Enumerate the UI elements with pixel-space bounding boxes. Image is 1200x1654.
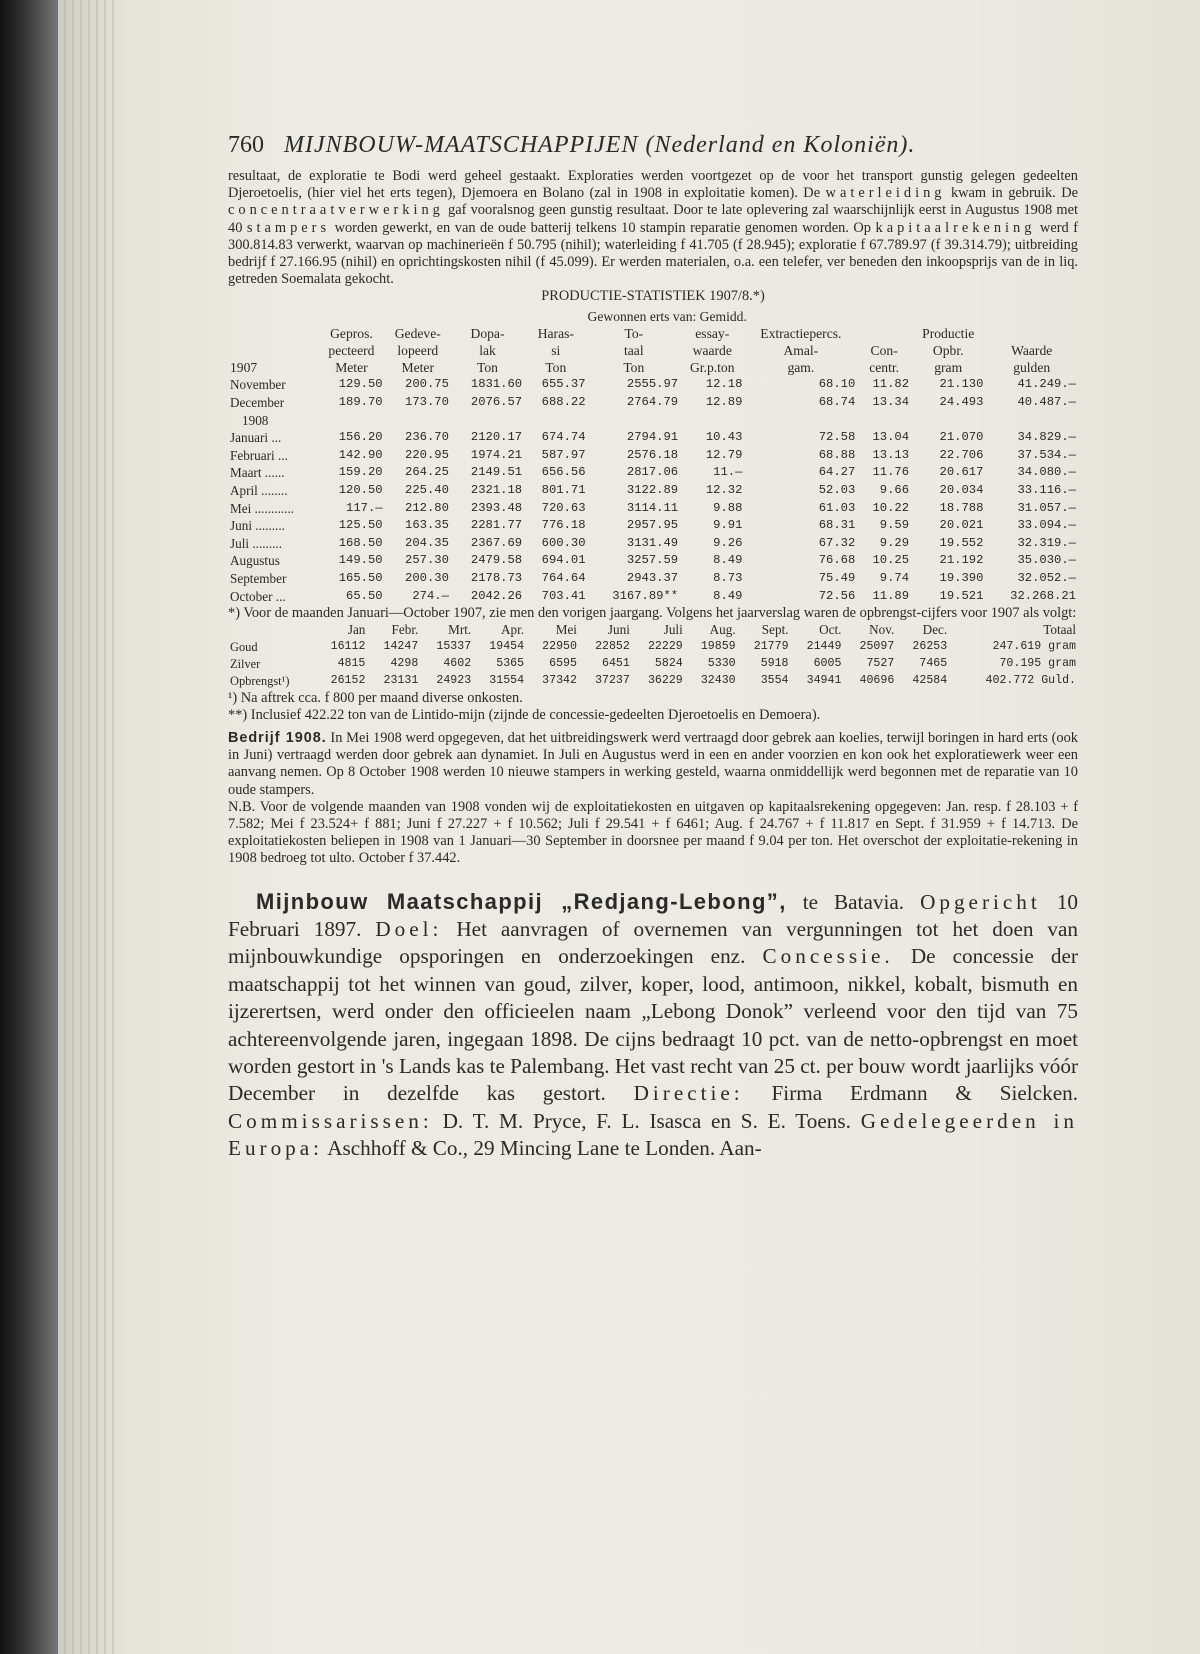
table-cell: 200.75 <box>405 377 449 392</box>
table-cell: 220.95 <box>405 447 449 462</box>
table-cell: 19.521 <box>939 588 984 603</box>
gold-body <box>228 639 1078 689</box>
table-cell: 2367.69 <box>470 535 523 550</box>
table-cell: 34941 <box>806 673 842 687</box>
gold-header-cell: Jan <box>347 622 366 638</box>
stats-header-cell: si <box>551 343 561 359</box>
keyword-waterleiding: waterleiding <box>825 185 946 202</box>
table-cell: 2281.77 <box>470 518 523 533</box>
table-cell: 694.01 <box>541 553 586 568</box>
keyword-stampers: stampers <box>246 219 331 236</box>
stats-header-cell: gram <box>934 360 963 376</box>
table-cell: 37342 <box>542 673 577 687</box>
table-cell: 200.30 <box>405 570 449 585</box>
table-cell: 7527 <box>866 656 895 670</box>
stats-header-cell: Ton <box>545 360 567 376</box>
intro-paragraph <box>228 168 1078 288</box>
table-cell: 2943.37 <box>626 570 679 585</box>
table-cell: 655.37 <box>541 377 586 392</box>
table-cell: 4815 <box>337 656 366 670</box>
intro-text-4: worden gewerkt, en van de oude batterij telkens 10 stampin reparatie genomen worden. Op <box>330 219 876 236</box>
table-cell: 720.63 <box>541 500 586 515</box>
book-binding-edge <box>0 0 58 1654</box>
table-cell: 1974.21 <box>470 447 523 462</box>
stats-header-cell: To- <box>624 325 644 341</box>
table-cell: 674.74 <box>541 430 586 445</box>
table-cell: 21.070 <box>939 430 984 445</box>
table-cell: 6005 <box>813 656 842 670</box>
row-label: Februari ... <box>230 447 288 463</box>
table-cell: 225.40 <box>405 483 449 497</box>
table-row <box>228 570 1078 588</box>
stats-header-cell: Opbr. <box>932 343 964 359</box>
table-cell: 2764.79 <box>626 395 679 410</box>
stats-header-cell: Con- <box>870 343 898 359</box>
table-row <box>228 673 1078 690</box>
company-entry <box>228 888 1078 1163</box>
table-cell: 25097 <box>859 640 895 654</box>
table-cell: 120.50 <box>338 483 383 497</box>
table-cell: 5330 <box>707 656 736 670</box>
table-cell: 19.390 <box>939 570 984 585</box>
keyword-concentraatverwerking: concentraatverwerking <box>228 202 444 219</box>
gold-header-cell: Totaal <box>1043 622 1076 638</box>
production-stats-table <box>228 308 1078 606</box>
table-cell: 2120.17 <box>470 430 523 445</box>
row-label: Juli ......... <box>230 535 283 551</box>
table-cell: 11.89 <box>872 588 910 603</box>
table-cell: 5365 <box>496 656 525 670</box>
table-cell: 142.90 <box>338 447 383 462</box>
intro-text-1: resultaat, de exploratie te Bodi werd geheel gestaakt. Exploraties werden voortgezet op de voor het transport gunstig gelegen gedeelten Djeroetoelis, (hier viel het erts tegen), Djemoera en Bolano (zal in 1908 in exploitatie komen). De <box>228 168 1078 202</box>
table-cell: 13.13 <box>872 447 910 462</box>
stats-header-cell <box>985 325 1078 342</box>
stats-header-cell: essay- <box>695 325 730 341</box>
row-label: Goud <box>230 640 258 655</box>
stats-header-cell: Ton <box>477 360 498 376</box>
table-cell: 15337 <box>436 640 472 654</box>
row-label: November <box>230 377 286 393</box>
stats-header-cell: Ton <box>623 360 645 376</box>
table-cell: 32.319.— <box>1017 535 1076 550</box>
table-cell: 2479.58 <box>470 553 523 568</box>
table-cell: 22950 <box>542 640 577 654</box>
table-cell: 688.22 <box>541 395 586 410</box>
table-cell: 165.50 <box>338 570 383 585</box>
table-cell: 21.192 <box>939 553 984 568</box>
gold-output-table <box>228 622 1078 689</box>
table-cell: 236.70 <box>405 430 449 445</box>
table-row <box>228 500 1078 518</box>
table-cell: 2576.18 <box>626 447 679 462</box>
row-label: Juni ......... <box>230 518 285 534</box>
bedrijf-label: Bedrijf 1908. <box>228 729 327 746</box>
row-label: Mei ............ <box>230 500 295 516</box>
table-cell: 9.88 <box>713 500 743 515</box>
table-cell: 32430 <box>700 673 736 687</box>
page-content <box>228 128 1078 1163</box>
table-cell: 776.18 <box>541 518 586 533</box>
table-cell: 3554 <box>760 673 789 687</box>
stats-header-cell <box>857 325 911 342</box>
table-cell: 4602 <box>443 656 472 670</box>
table-cell: 68.74 <box>818 395 856 410</box>
table-cell: 159.20 <box>338 465 383 480</box>
stats-header-cell: Amal- <box>783 343 819 359</box>
stats-group-header-row <box>228 308 1078 325</box>
stats-header-cell: Meter <box>335 360 368 376</box>
table-cell: 10.25 <box>872 553 910 568</box>
table-cell: 8.49 <box>713 553 743 568</box>
table-row <box>228 429 1078 447</box>
table-cell: 33.094.— <box>1017 518 1076 533</box>
table-cell: 600.30 <box>541 535 586 550</box>
stats-header-cell: lak <box>479 343 496 359</box>
table-cell: 33.116.— <box>1017 483 1076 497</box>
table-cell: 19.552 <box>939 535 984 550</box>
company-name: Mijnbouw Maatschappij „Redjang-Lebong”, <box>256 888 787 914</box>
table-cell: 1831.60 <box>470 377 523 392</box>
table-row <box>228 517 1078 535</box>
year-label-1908: 1908 <box>242 412 269 428</box>
table-cell: 24.493 <box>939 395 984 410</box>
table-cell: 24923 <box>436 673 472 687</box>
table-cell: 68.31 <box>818 518 856 533</box>
table-cell: 703.41 <box>541 588 586 603</box>
table-cell: 2321.18 <box>470 483 523 497</box>
row-label: September <box>230 570 287 586</box>
stats-header-cell: waarde <box>692 343 732 359</box>
table-cell: 75.49 <box>818 570 856 585</box>
stats-header-cell <box>228 342 318 359</box>
table-cell: 18.788 <box>939 500 984 515</box>
table-cell: 61.03 <box>818 500 856 515</box>
stats-header-cell <box>228 325 318 342</box>
gedelegeerden-text: Aschhoff & Co., 29 Mincing Lane te Londen. Aan- <box>323 1136 762 1161</box>
table-cell: 5824 <box>654 656 683 670</box>
table-cell: 12.18 <box>705 377 743 392</box>
table-cell: 2178.73 <box>470 570 523 585</box>
table-cell: 22.706 <box>939 447 984 462</box>
table-row <box>228 639 1078 656</box>
stats-header-cell: Haras- <box>537 325 574 341</box>
table-cell: 11.— <box>713 465 743 480</box>
table-cell: 2817.06 <box>626 465 679 480</box>
footnote-star-text: *) Voor de maanden Januari—October 1907, zie men den vorigen jaargang. Volgens het jaarverslag waren de opbrengst-cijfers voor 1907 als volgt: <box>228 605 1077 622</box>
table-cell: 35.030.— <box>1017 553 1076 568</box>
table-cell: 31554 <box>489 673 525 687</box>
table-cell: 37.534.— <box>1017 447 1076 462</box>
table-cell: 23131 <box>383 673 419 687</box>
table-cell: 65.50 <box>346 588 383 603</box>
row-label: Opbrengst¹) <box>230 673 290 688</box>
table-cell: 257.30 <box>405 553 449 568</box>
table-cell: 3167.89** <box>612 588 679 603</box>
table-cell: 11.82 <box>872 377 910 392</box>
row-label: Zilver <box>230 656 261 671</box>
table-cell: 247.619 gram <box>992 640 1076 654</box>
row-label: October ... <box>230 588 286 604</box>
table-cell: 204.35 <box>405 535 449 550</box>
table-cell: 5918 <box>760 656 789 670</box>
table-cell: 9.91 <box>713 518 743 533</box>
table-cell: 264.25 <box>405 465 449 480</box>
company-location: te Batavia. <box>786 889 905 914</box>
stats-group-header: Gewonnen erts van: Gemidd. <box>587 308 747 324</box>
stats-header-cell: lopeerd <box>397 343 439 359</box>
table-cell: 72.58 <box>818 430 856 445</box>
table-cell: 52.03 <box>818 483 856 497</box>
table-cell: 10.22 <box>872 500 910 515</box>
table-cell: 32.268.21 <box>1010 588 1076 603</box>
stats-header-row-1 <box>228 325 1078 342</box>
table-cell: 9.66 <box>879 483 910 497</box>
stats-header-cell: Gedeve- <box>394 325 441 341</box>
table-cell: 76.68 <box>818 553 856 568</box>
opgericht-text: 10 Februari 1897. <box>228 889 1078 941</box>
table-cell: 21.130 <box>939 377 984 392</box>
table-row <box>228 656 1078 673</box>
page-header <box>228 128 1078 168</box>
label-gedelegeerden: Gedelegeerden in Europa: <box>228 1108 1078 1161</box>
table-cell: 212.80 <box>405 500 449 515</box>
table-cell: 168.50 <box>338 535 383 550</box>
stats-header-cell: Productie <box>922 325 975 341</box>
table-row <box>228 535 1078 553</box>
table-cell: 67.32 <box>818 535 856 550</box>
stats-body-1907 <box>228 376 1078 411</box>
doel-text: Het aanvragen of overnemen van vergunningen tot het doen van mijnbouwkundige opsporingen en onderzoekingen enz. <box>228 916 1078 969</box>
table-cell: 13.34 <box>872 395 910 410</box>
stats-header-cell: Meter <box>401 360 434 376</box>
table-cell: 21449 <box>806 640 842 654</box>
table-cell: 8.73 <box>713 570 743 585</box>
running-title: MIJNBOUW-MAATSCHAPPIJEN (Nederland en Koloniën). <box>284 132 916 158</box>
table-cell: 19454 <box>489 640 525 654</box>
label-opgericht: Opgericht <box>920 889 1041 914</box>
table-cell: 189.70 <box>338 395 383 410</box>
table-cell: 19859 <box>700 640 736 654</box>
intro-text-2: kwam in gebruik. De <box>945 185 1078 202</box>
table-cell: 6451 <box>602 656 630 670</box>
keyword-kapitaalrekening: kapitaalrekening <box>875 219 1036 236</box>
label-directie: Directie: <box>633 1081 744 1106</box>
table-cell: 2149.51 <box>470 465 523 480</box>
bedrijf-paragraph <box>228 730 1078 868</box>
table-cell: 34.080.— <box>1017 465 1076 480</box>
table-cell: 2393.48 <box>470 500 523 515</box>
table-cell: 42584 <box>912 673 948 687</box>
table-cell: 40.487.— <box>1017 395 1076 410</box>
table-cell: 64.27 <box>818 465 856 480</box>
gold-header-cell: Nov. <box>869 622 895 638</box>
table-cell: 2042.26 <box>470 588 523 603</box>
table-cell: 16112 <box>330 640 366 654</box>
table-cell: 129.50 <box>338 377 383 392</box>
footnote-star <box>228 605 1078 622</box>
gold-header-cell: Mrt. <box>448 622 472 638</box>
table-cell: 173.70 <box>405 395 449 410</box>
commissarissen-text: D. T. M. Pryce, F. L. Isasca en S. E. Toens. <box>432 1108 861 1133</box>
bedrijf-text: In Mei 1908 werd opgegeven, dat het uitbreidingswerk werd vertraagd door gebrek aan koelies, terwijl boringen in hard erts (ook in Juni) vertraagd werden door gebrek aan dynamiet. In Juli en Augustus werd in een en ander voorzien en kon ook het exploratiewerk weer een aanvang nemen. Op 8 October 1908 werden 10 nieuwe stampers in werking gesteld, waarna onmiddellijk werd begonnen met de reparatie van 10 oude stampers. <box>228 729 1079 798</box>
table-cell: 764.64 <box>541 570 586 585</box>
table-cell: 2076.57 <box>470 395 523 410</box>
table-cell: 22229 <box>647 640 683 654</box>
table-cell: 12.79 <box>705 447 743 462</box>
row-label: April ........ <box>230 483 288 498</box>
row-label: Augustus <box>230 553 280 569</box>
table-cell: 68.88 <box>818 447 856 462</box>
table-cell: 68.10 <box>818 377 856 392</box>
stats-header-cell: Waarde <box>1011 343 1053 359</box>
table-cell: 21779 <box>753 640 789 654</box>
table-cell: 3114.11 <box>626 500 679 515</box>
row-label: December <box>230 395 285 411</box>
table-cell: 2555.97 <box>626 377 679 392</box>
stats-header-row-2 <box>228 342 1078 359</box>
footnote-2: **) Inclusief 422.22 ton van de Lintido-mijn (zijnde de concessie-gedeelten Djeroetoelis en Demoera). <box>228 706 821 723</box>
stats-header-cell: gulden <box>1013 360 1051 376</box>
table-cell: 26253 <box>912 640 948 654</box>
footnotes <box>228 690 1078 724</box>
gold-header-cell: Aug. <box>709 622 736 638</box>
table-cell: 149.50 <box>338 553 383 568</box>
gold-header-cell: Dec. <box>922 622 948 638</box>
table-cell: 117.— <box>346 500 383 515</box>
table-row <box>228 376 1078 394</box>
table-row <box>228 588 1078 606</box>
table-cell: 10.43 <box>705 430 743 445</box>
intro-text-5: werd f 300.814.83 verwerkt, waarvan op machinerieën f 50.795 (nihil); waterleiding f 41.705 (f 28.945); exploratie f 67.789.97 (f 39.314.79); uitbreiding bedrijf f 27.166.95 (nihil) en oprichtingskosten nihil (f 45.099). Er werden materialen, o.a. een telefer, ver beneden den inkoopsprijs van de in liq. getreden Soemalata gekocht. <box>228 219 1078 288</box>
table-cell: 40696 <box>859 673 895 687</box>
table-cell: 34.829.— <box>1017 430 1076 445</box>
table-cell: 9.59 <box>879 518 910 533</box>
table-cell: 13.04 <box>872 430 910 445</box>
table-cell: 587.97 <box>541 447 586 462</box>
gold-header-cell: Mei <box>555 622 577 638</box>
nb-paragraph: N.B. Voor de volgende maanden van 1908 vonden wij de exploitatiekosten en uitgaven op kapitaalsrekening opgegeven: Jan. resp. f 28.103 + f 7.582; Mei f 23.524+ f 881; Juni f 27.227 + f 10.562; Juli f 29.541 + f 6461; Aug. f 24.767 + f 11.817 en Sept. f 31.959 + f 14.713. De exploitatiekosten beliepen in 1908 van 1 Januari—30 September in doorsnee per maand f 9.04 per ton. Het overschot der exploitatie-rekening in 1908 bedroeg tot ulto. October f 37.442. <box>228 798 1078 867</box>
table-cell: 32.052.— <box>1017 570 1076 585</box>
intro-text-3: gaf vooralsnog geen gunstig resultaat. Door te late oplevering zal waarschijnlijk eerst in Augustus 1908 met 40 <box>228 202 1078 236</box>
gold-header-cell: Febr. <box>391 622 419 638</box>
stats-year-1908 <box>228 412 1078 430</box>
table-cell: 70.195 gram <box>999 656 1076 670</box>
table-cell: 4298 <box>390 656 419 670</box>
stats-header-cell: pecteerd <box>328 343 375 359</box>
table-row <box>228 482 1078 500</box>
table-cell: 6595 <box>549 656 577 670</box>
row-label: Maart ...... <box>230 465 285 481</box>
page-number: 760 <box>228 132 264 158</box>
gold-header-cell <box>228 622 315 639</box>
table-cell: 3131.49 <box>626 535 679 550</box>
gold-header-cell: Sept. <box>761 622 789 638</box>
row-label: Januari ... <box>230 430 282 446</box>
table-cell: 11.76 <box>872 465 910 480</box>
table-row <box>228 464 1078 482</box>
gold-header-cell: Oct. <box>819 622 842 638</box>
stats-header-cell: Gepros. <box>330 325 373 341</box>
table-cell: 3257.59 <box>626 553 679 568</box>
table-cell: 9.26 <box>713 535 743 550</box>
footnote-1: ¹) Na aftrek cca. f 800 per maand diverse onkosten. <box>228 689 523 706</box>
label-concessie: Concessie. <box>762 944 894 969</box>
table-cell: 26152 <box>330 673 366 687</box>
table-cell: 7465 <box>919 656 948 670</box>
table-cell: 402.772 Guld. <box>985 673 1076 687</box>
table-cell: 31.057.— <box>1017 500 1076 515</box>
stats-header-cell: gam. <box>787 360 815 376</box>
table-cell: 14247 <box>383 640 419 654</box>
stats-body-1908 <box>228 429 1078 605</box>
table-cell: 20.021 <box>939 518 984 533</box>
stats-header-cell: taal <box>624 343 644 359</box>
table-cell: 9.74 <box>879 570 910 585</box>
table-cell: 274.— <box>412 588 449 603</box>
table-cell: 125.50 <box>338 518 383 533</box>
stats-header-row-3 <box>228 359 1078 376</box>
table-cell: 156.20 <box>338 430 383 445</box>
stats-title: PRODUCTIE-STATISTIEK 1907/8.*) <box>541 288 765 305</box>
table-cell: 36229 <box>647 673 683 687</box>
label-doel: Doel: <box>375 916 443 941</box>
table-cell: 2957.95 <box>626 518 679 533</box>
table-cell: 72.56 <box>818 588 856 603</box>
stats-header-cell: centr. <box>869 360 900 376</box>
table-cell: 12.89 <box>705 395 743 410</box>
gold-header-cell: Juni <box>607 622 630 638</box>
table-cell: 656.56 <box>541 465 586 480</box>
stats-header-cell: Extractiepercs. <box>760 325 842 341</box>
table-cell: 9.29 <box>879 535 910 550</box>
table-row <box>228 447 1078 465</box>
table-cell: 3122.89 <box>626 483 679 497</box>
table-cell: 8.49 <box>713 588 743 603</box>
label-commissarissen: Commissarissen: <box>228 1108 433 1133</box>
gold-header-cell: Juli <box>663 622 683 638</box>
table-cell: 20.617 <box>939 465 984 480</box>
gold-header-row <box>228 622 1078 639</box>
stats-header-cell: Gr.p.ton <box>689 360 735 376</box>
table-cell: 41.249.— <box>1017 377 1076 392</box>
table-row <box>228 394 1078 412</box>
stats-header-cell: Dopa- <box>470 325 505 341</box>
table-cell: 12.32 <box>705 483 743 497</box>
table-cell: 163.35 <box>405 518 449 533</box>
directie-text: Firma Erdmann & Sielcken. <box>743 1081 1078 1106</box>
stats-header-cell: 1907 <box>230 360 258 376</box>
page-stack-edge <box>58 0 118 1654</box>
table-row <box>228 552 1078 570</box>
table-cell: 2794.91 <box>626 430 679 445</box>
gold-header-cell: Apr. <box>501 622 525 638</box>
table-cell: 801.71 <box>541 483 586 497</box>
concessie-text: De concessie der maatschappij tot het winnen van goud, zilver, koper, lood, antimoon, nikkel, kobalt, bismuth en ijzerertsen, werd onder den officieelen naam „Lebong Donok” verleend voor den tijd van 75 achtereenvolgende jaren, ingegaan 1898. De cijns bedraagt 10 pct. van de netto-opbrengst en moet worden gestort in 's Lands kas te Palembang. Het vast recht van 25 ct. per bouw wordt jaarlijks vóór December in dezelfde kas gestort. <box>228 944 1078 1106</box>
table-cell: 20.034 <box>939 483 984 497</box>
table-cell: 37237 <box>595 673 630 687</box>
table-cell: 22852 <box>595 640 630 654</box>
